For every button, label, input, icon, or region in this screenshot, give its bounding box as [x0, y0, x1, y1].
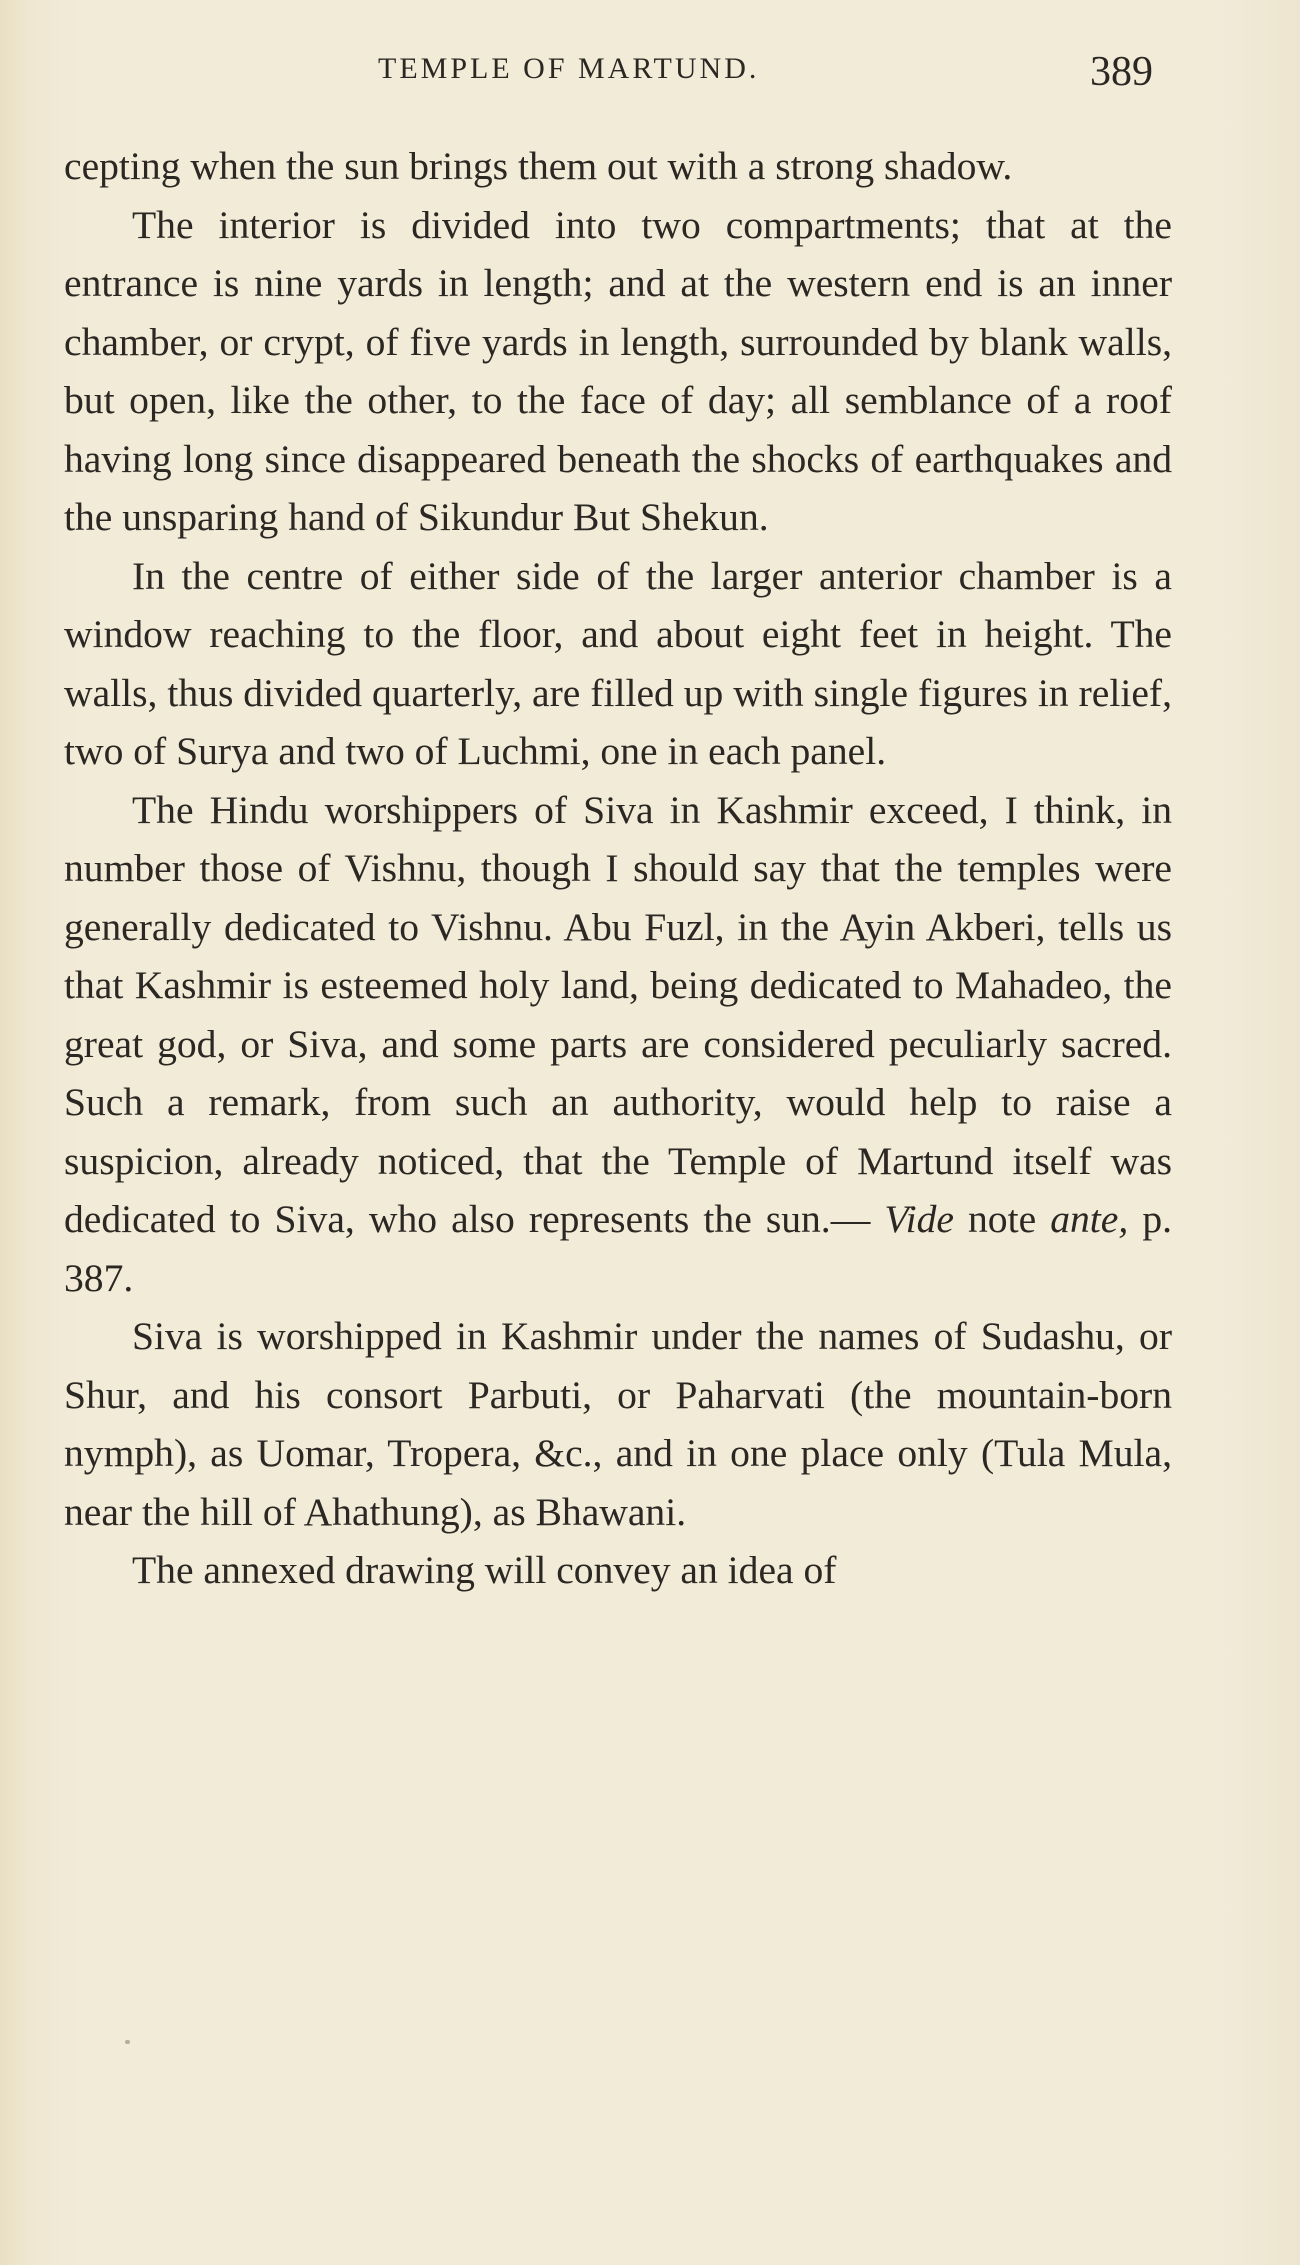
- running-head: TEMPLE OF MARTUND.: [378, 52, 760, 85]
- text-run: p. 387.: [64, 1197, 1173, 1300]
- text-run: The annexed drawing will convey an idea of: [132, 1548, 837, 1592]
- text-run: The interior is divided into two compartments; that at the entrance is nine yards in length; and at the western end is an inner chamber, or crypt, of five yards in length, surrounded by blank walls, but open, like the other, to the face of day; all semblance of a roof having long since disappeared beneath the shocks of earthquakes and the unsparing hand of Sikundur But Shekun.: [64, 202, 1172, 539]
- paragraph: [64, 1541, 1172, 1600]
- text-run: cepting when the sun brings them out with a strong shadow.: [64, 144, 1013, 188]
- paragraph: [64, 547, 1172, 781]
- paragraph: [64, 781, 1172, 1308]
- page-header: [0, 48, 1300, 108]
- italic-text-run: Vide: [884, 1197, 954, 1241]
- paragraph: [64, 137, 1172, 196]
- body-text: [64, 137, 1172, 1600]
- italic-text-run: ante,: [1050, 1197, 1129, 1241]
- text-run: Siva is worshipped in Kashmir under the names of Sudashu, or Shur, and his consort Parbuti, or Paharvati (the mountain-born nymph), as Uomar, Tropera, &c., and in one place only (Tula Mula, near the hill of Ahathung), as Bhawani.: [64, 1314, 1172, 1534]
- text-run: In the centre of either side of the larger anterior chamber is a window reaching to the floor, and about eight feet in height. The walls, thus divided quarterly, are filled up with single figures in relief, two of Surya and two of Luchmi, one in each panel.: [64, 553, 1172, 773]
- paragraph: [64, 1307, 1172, 1541]
- text-run: The Hindu worshippers of Siva in Kashmir exceed, I think, in number those of Vishnu, though I should say that the temples were generally dedicated to Vishnu. Abu Fuzl, in the Ayin Akberi, tells us that Kashmir is esteemed holy land, being dedicated to Mahadeo, the great god, or Siva, and some parts are considered peculiarly sacred. Such a remark, from such an authority, would help to raise a suspicion, already noticed, that the Temple of Martund itself was dedicated to Siva, who also represents the sun.—: [64, 787, 1172, 1241]
- ink-speck: [125, 2040, 130, 2044]
- paragraph: [64, 196, 1172, 547]
- page-number: 389: [1090, 49, 1153, 95]
- text-run: note: [953, 1197, 1051, 1241]
